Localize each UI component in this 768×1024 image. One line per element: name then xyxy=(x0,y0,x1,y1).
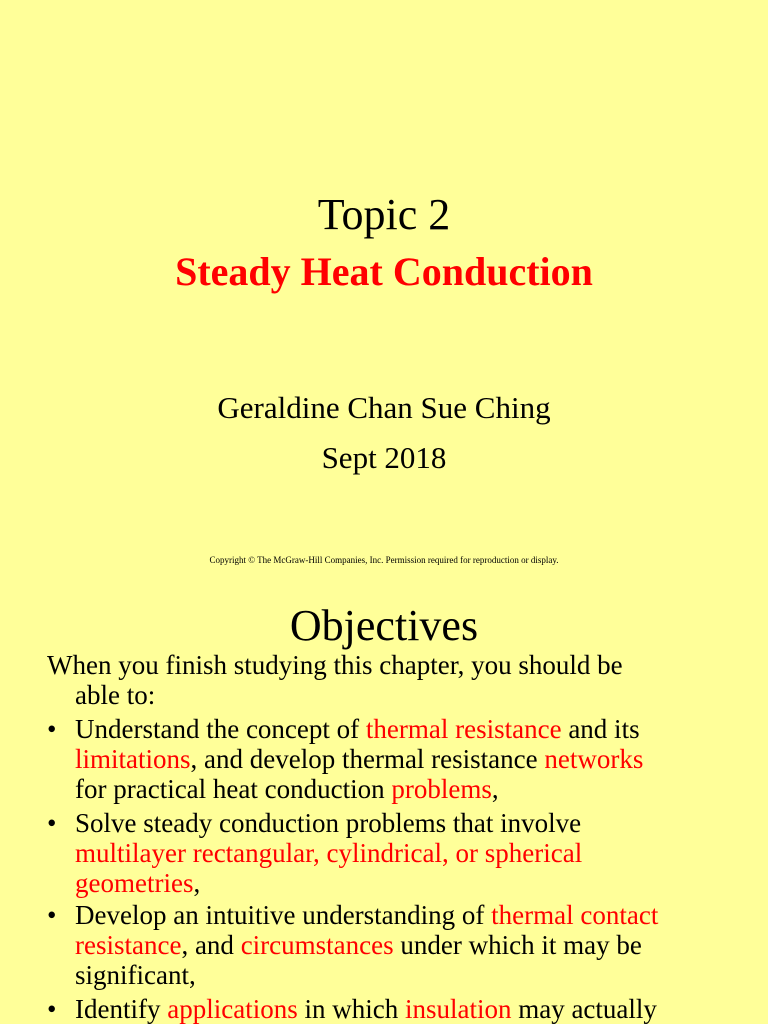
highlighted-term: insulation xyxy=(404,994,512,1024)
bullet-text-segment: , and develop thermal resistance xyxy=(190,744,545,774)
highlighted-term: networks xyxy=(544,744,644,774)
bullet-text-segment: Solve steady conduction problems that involve xyxy=(75,808,582,838)
bullet-text-segment: , and xyxy=(181,930,241,960)
objective-bullet xyxy=(47,994,747,1024)
bullet-text xyxy=(75,808,747,898)
intro-line-1: When you finish studying this chapter, you should be xyxy=(47,650,623,680)
copyright-notice: Copyright © The McGraw-Hill Companies, Inc. Permission required for reproduction or display. xyxy=(209,555,559,565)
bullet-text-segment: and its xyxy=(561,714,640,744)
highlighted-term: applications xyxy=(167,994,298,1024)
bullet-text-segment: under which it may be xyxy=(393,930,642,960)
bullet-text-segment: , xyxy=(491,774,499,804)
bullet-text-segment: , xyxy=(193,868,201,898)
bullet-icon: • xyxy=(47,714,57,744)
highlighted-term: multilayer rectangular, cylindrical, or spherical xyxy=(75,838,583,868)
objective-bullet xyxy=(47,808,747,898)
bullet-text-segment: Understand the concept of xyxy=(75,714,366,744)
bullet-text xyxy=(75,714,747,804)
bullet-text-segment: for practical heat conduction xyxy=(75,774,392,804)
bullet-text-segment: may actually xyxy=(511,994,657,1024)
objective-bullet xyxy=(47,900,747,990)
highlighted-term: limitations xyxy=(75,744,191,774)
bullet-text-segment: Develop an intuitive understanding of xyxy=(75,900,492,930)
bullet-icon: • xyxy=(47,994,57,1024)
bullet-icon: • xyxy=(47,808,57,838)
presentation-date: Sept 2018 xyxy=(321,440,447,475)
objectives-heading: Objectives xyxy=(289,601,479,650)
highlighted-term: thermal resistance xyxy=(365,714,562,744)
highlighted-term: problems xyxy=(391,774,492,804)
objective-bullet xyxy=(47,714,747,804)
topic-label: Topic 2 xyxy=(317,190,451,239)
bullet-text xyxy=(75,994,747,1024)
highlighted-term: thermal contact xyxy=(491,900,659,930)
bullet-text-segment: in which xyxy=(297,994,405,1024)
objectives-intro xyxy=(47,650,768,710)
highlighted-term: circumstances xyxy=(240,930,394,960)
highlighted-term: resistance xyxy=(75,930,182,960)
slide-title: Steady Heat Conduction xyxy=(175,249,593,294)
intro-line-2: able to: xyxy=(75,680,156,710)
bullet-text xyxy=(75,900,747,990)
author-name: Geraldine Chan Sue Ching xyxy=(217,390,551,425)
bullet-icon: • xyxy=(47,900,57,930)
bullet-text-segment: significant, xyxy=(75,960,196,990)
bullet-text-segment: Identify xyxy=(75,994,168,1024)
highlighted-term: geometries xyxy=(75,868,194,898)
